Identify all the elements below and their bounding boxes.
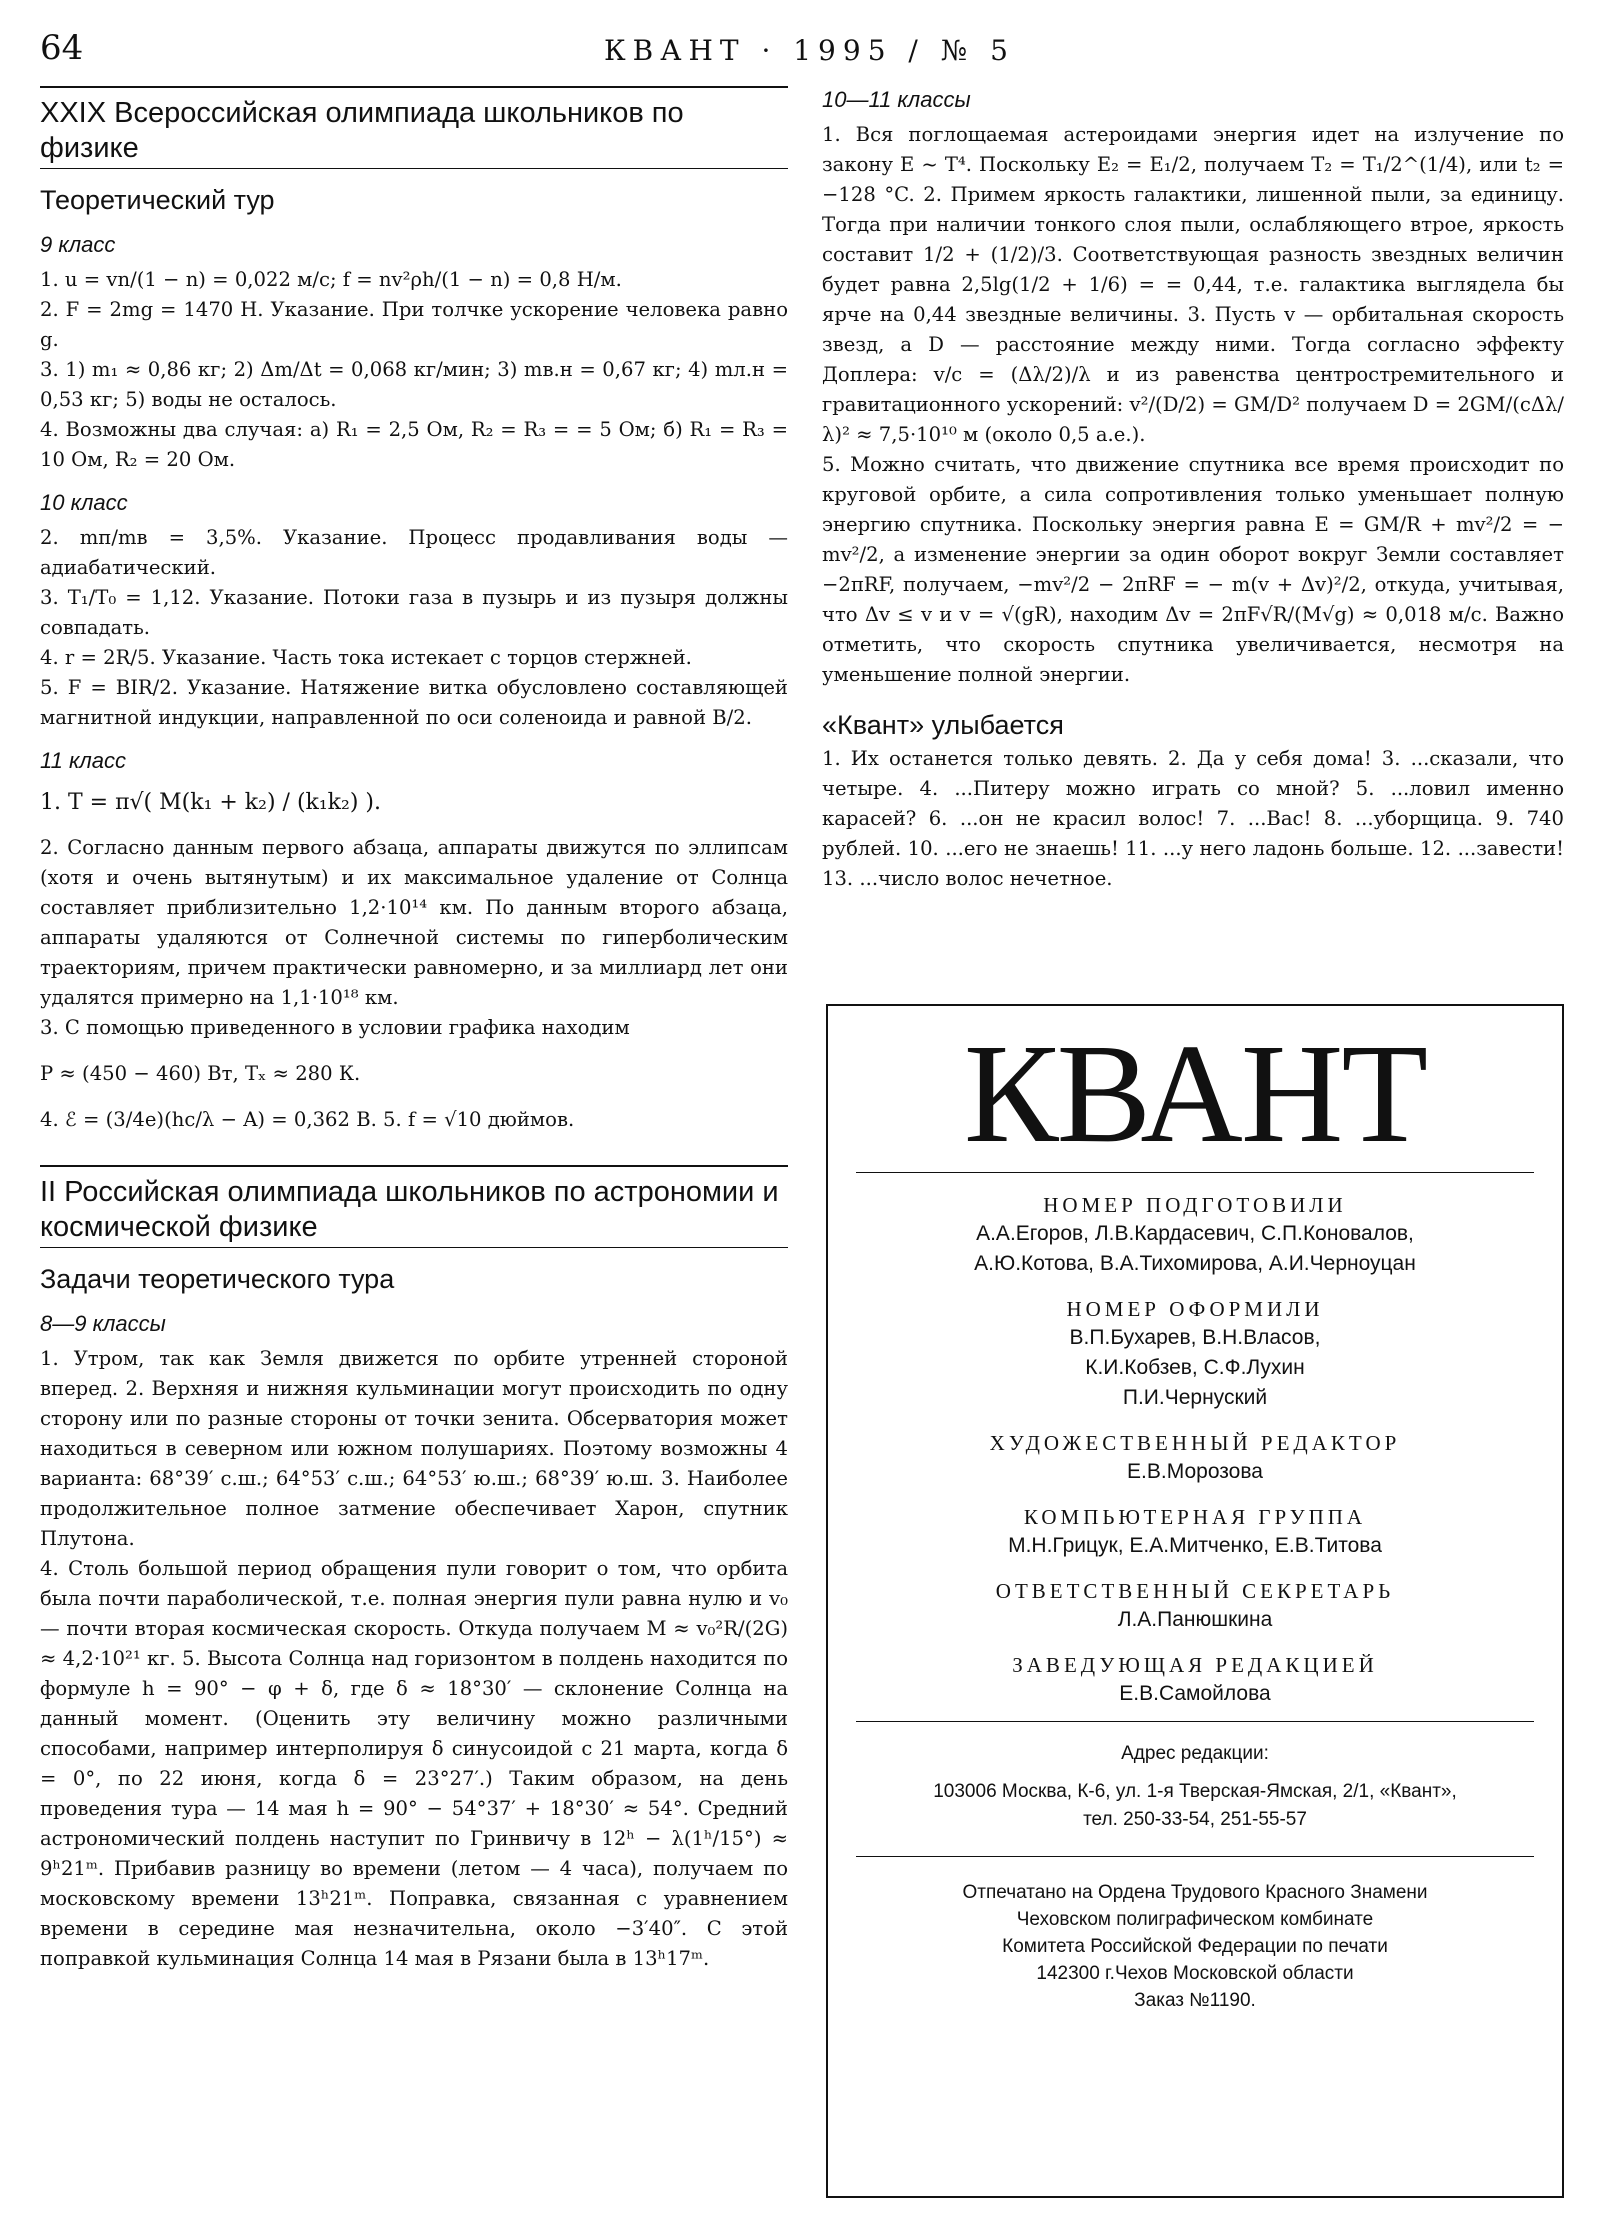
order-number: Заказ №1190. <box>1134 1990 1256 2011</box>
role-names: Л.А.Панюшкина <box>1117 1608 1273 1631</box>
formula-line: P ≈ (450 − 460) Вт, Tₓ ≈ 280 К. <box>40 1062 361 1085</box>
answer-paragraph: 3. 1) m₁ ≈ 0,86 кг; 2) Δm/Δt = 0,068 кг/мин; 3) mв.н = 0,67 кг; 4) mл.н = 0,53 кг; 5) воды не осталось. <box>40 358 788 411</box>
right-column <box>822 86 1564 894</box>
answer-paragraph: 5. F = BIR/2. Указание. Натяжение витка обусловлено составляющей магнитной индукции, направленной по оси соленоида и равной B/2. <box>40 676 788 729</box>
answer-paragraph: 1. Утром, так как Земля движется по орбите утренней стороной вперед. 2. Верхняя и нижняя кульминации могут происходить по одну сторону или по разные стороны от точки зенита. Обсерватория может находиться в северном или южном полушариях. Поэтому возможны 4 варианта: 68°39′ с.ш.; 64°53′ с.ш.; 64°53′ ю.ш.; 68°39′ ю.ш. 3. Наиболее продолжительное полное затмение обеспечивает Харон, спутник Плутона. <box>40 1347 788 1550</box>
divider <box>40 86 788 88</box>
grade-heading-8-9: 8—9 классы <box>40 1311 166 1336</box>
role-names: М.Н.Грицук, Е.А.Митченко, Е.В.Титова <box>1008 1534 1382 1557</box>
address-line: 103006 Москва, К-6, ул. 1-я Тверская-Ямская, 2/1, «Квант», <box>933 1781 1457 1802</box>
left-column <box>40 86 788 1974</box>
answer-paragraph: 2. Согласно данным первого абзаца, аппараты движутся по эллипсам (хотя и очень вытянутым) и их максимальное удаление от Солнца составляет приблизительно 1,2·10¹⁴ км. По данным второго абзаца, аппараты удаляются от Солнечной системы по гиперболическим траекториям, причем практически равномерно, и за миллиард лет они удалятся примерно на 1,1·10¹⁸ км. <box>40 836 788 1009</box>
role-names: А.А.Егоров, Л.В.Кардасевич, С.П.Коновалов, <box>976 1222 1414 1245</box>
print-line: Комитета Российской Федерации по печати <box>1002 1936 1388 1957</box>
address-line: тел. 250-33-54, 251-55-57 <box>1083 1809 1307 1830</box>
smile-heading: «Квант» улыбается <box>822 710 1064 740</box>
formula-line: 1. T = π√( M(k₁ + k₂) / (k₁k₂) ). <box>40 790 381 815</box>
grade-heading-10: 10 класс <box>40 490 128 515</box>
formula-line: 4. ℰ = (3/4e)(hc/λ − A) = 0,362 В. 5. f = √10 дюймов. <box>40 1108 575 1131</box>
role-names: Е.В.Самойлова <box>1119 1682 1271 1705</box>
answer-paragraph: 1. Вся поглощаемая астероидами энергия идет на излучение по закону E ~ T⁴. Поскольку E₂ = E₁/2, получаем T₂ = T₁/2^(1/4), или t₂ = −128 °C. 2. Примем яркость галактики, лишенной пыли, за единицу. Тогда при наличии тонкого слоя пыли, ослабляющего втрое, яркость составит 1/2 + (1/2)/3. Соответствующая разность звездных величин будет равна 2,5lg(1/2 + 1/6) = = 0,44, т.е. галактика выглядела бы ярче на 0,44 звездные величины. 3. Пусть v — орбитальная скорость звезд, а D — расстояние между ними. Тогда согласно эффекту Доплера: v/c = (Δλ/2)/λ и из равенства центростремительного и гравитационного ускорений: v²/(D/2) = GM/D² получаем D = 2GM/(cΔλ/λ)² ≈ 7,5·10¹⁰ м (около 0,5 а.е.). <box>822 123 1564 446</box>
divider <box>40 168 788 169</box>
role-names: Е.В.Морозова <box>1127 1460 1263 1483</box>
role-names: А.Ю.Котова, В.А.Тихомирова, А.И.Черноуцан <box>974 1252 1416 1275</box>
address-heading: Адрес редакции: <box>1121 1743 1269 1764</box>
answer-paragraph: 2. F = 2mg = 1470 Н. Указание. При толчке ускорение человека равно g. <box>40 298 788 351</box>
answer-paragraph: 2. mп/mв = 3,5%. Указание. Процесс продавливания воды — адиабатический. <box>40 526 788 579</box>
role-title: ЗАВЕДУЮЩАЯ РЕДАКЦИЕЙ <box>1012 1653 1378 1677</box>
role-title: НОМЕР ПОДГОТОВИЛИ <box>1043 1193 1347 1217</box>
role-title: ХУДОЖЕСТВЕННЫЙ РЕДАКТОР <box>989 1431 1401 1455</box>
section-title-astronomy: II Российская олимпиада школьников по астрономии и космической физике <box>40 1176 779 1243</box>
grade-heading-11: 11 класс <box>40 748 126 773</box>
journal-logo: КВАНТ <box>963 1014 1427 1172</box>
divider <box>40 1247 788 1248</box>
answer-paragraph: 4. Возможны два случая: а) R₁ = 2,5 Ом, R₂ = R₃ = = 5 Ом; б) R₁ = R₃ = 10 Ом, R₂ = 20 Ом. <box>40 418 788 471</box>
role-names: П.И.Чернуский <box>1122 1386 1268 1409</box>
divider <box>856 1721 1534 1722</box>
answer-paragraph: 3. T₁/T₀ = 1,12. Указание. Потоки газа в пузырь и из пузыря должны совпадать. <box>40 586 788 639</box>
answer-paragraph: 4. r = 2R/5. Указание. Часть тока истекает с торцов стержней. <box>40 646 692 669</box>
role-title: ОТВЕТСТВЕННЫЙ СЕКРЕТАРЬ <box>995 1579 1395 1603</box>
answer-paragraph: 4. Столь большой период обращения пули говорит о том, что орбита была почти параболической, т.е. полная энергия пули равна нулю и v₀ — почти вторая космическая скорость. Откуда получаем M ≈ v₀²R/(2G) ≈ 4,2·10²¹ кг. 5. Высота Солнца над горизонтом в полдень находится по формуле h = 90° − φ + δ, где δ ≈ 18°30′ — склонение Солнца на данный момент. (Оценить эту величину можно различными способами, например интерполируя δ синусоидой с 21 марта, когда δ = 0°, по 22 июня, когда δ = 23°27′.) Таким образом, на день проведения тура — 14 мая h = 90° − 54°37′ + 18°30′ ≈ 54°. Средний астрономический полдень наступит по Гринвичу в 12ʰ − λ(1ʰ/15°) ≈ 9ʰ21ᵐ. Прибавив разницу во времени (летом — 4 часа), получаем по московскому времени 13ʰ21ᵐ. Поправка, связанная с уравнением времени в середине мая незначительна, около −3′40″. С этой поправкой кульминация Солнца 14 мая в Рязани была в 13ʰ17ᵐ. <box>40 1557 788 1970</box>
role-names: В.П.Бухарев, В.Н.Власов, <box>1069 1326 1321 1349</box>
role-title: НОМЕР ОФОРМИЛИ <box>1066 1297 1324 1321</box>
smile-answers: 1. Их останется только девять. 2. Да у себя дома! 3. ...сказали, что четыре. 4. ...Питеру можно играть со мной? 5. ...ловил именно карасей? 6. ...он не красил волос! 7. ...Вас! 8. ...уборщица. 9. 740 рублей. 10. ...его не знаешь! 11. ...у него ладонь больше. 12. ...завести! 13. ...число волос нечетное. <box>822 747 1564 890</box>
tour-heading: Теоретический тур <box>40 185 275 215</box>
print-line: 142300 г.Чехов Московской области <box>1036 1963 1354 1984</box>
tour-heading: Задачи теоретического тура <box>40 1264 395 1294</box>
journal-header: КВАНТ · 1995 / № 5 <box>604 34 1015 67</box>
masthead-box <box>826 1004 1564 2198</box>
answer-paragraph: 1. u = vn/(1 − n) = 0,022 м/c; f = nv²ρh/(1 − n) = 0,8 Н/м. <box>40 268 622 291</box>
divider <box>40 1165 788 1167</box>
print-line: Чеховском полиграфическом комбинате <box>1016 1909 1374 1930</box>
section-title-physics: XXIX Всероссийская олимпиада школьников по физике <box>40 97 684 164</box>
page-number: 64 <box>40 28 84 68</box>
divider <box>856 1172 1534 1173</box>
print-line: Отпечатано на Ордена Трудового Красного Знамени <box>962 1882 1428 1903</box>
answer-paragraph: 5. Можно считать, что движение спутника все время происходит по круговой орбите, а сила сопротивления только уменьшает полную энергию спутника. Поскольку энергия равна E = GM/R + mv²/2 = − mv²/2, а изменение энергии за один оборот вокруг Земли составляет −2πRF, получаем, −mv²/2 − 2πRF = − m(v + Δv)²/2, откуда, учитывая, что Δv ≤ v и v = √(gR), находим Δv = 2πF√R/(M√g) ≈ 0,018 м/c. Важно отметить, что скорость спутника увеличивается, несмотря на уменьшение полной энергии. <box>822 453 1564 686</box>
grade-heading-9: 9 класс <box>40 232 116 257</box>
role-title: КОМПЬЮТЕРНАЯ ГРУППА <box>1023 1505 1367 1529</box>
answer-paragraph: 3. С помощью приведенного в условии графика находим <box>40 1016 630 1039</box>
divider <box>856 1856 1534 1857</box>
grade-heading-10-11: 10—11 классы <box>822 87 971 112</box>
role-names: К.И.Кобзев, С.Ф.Лухин <box>1085 1356 1305 1379</box>
